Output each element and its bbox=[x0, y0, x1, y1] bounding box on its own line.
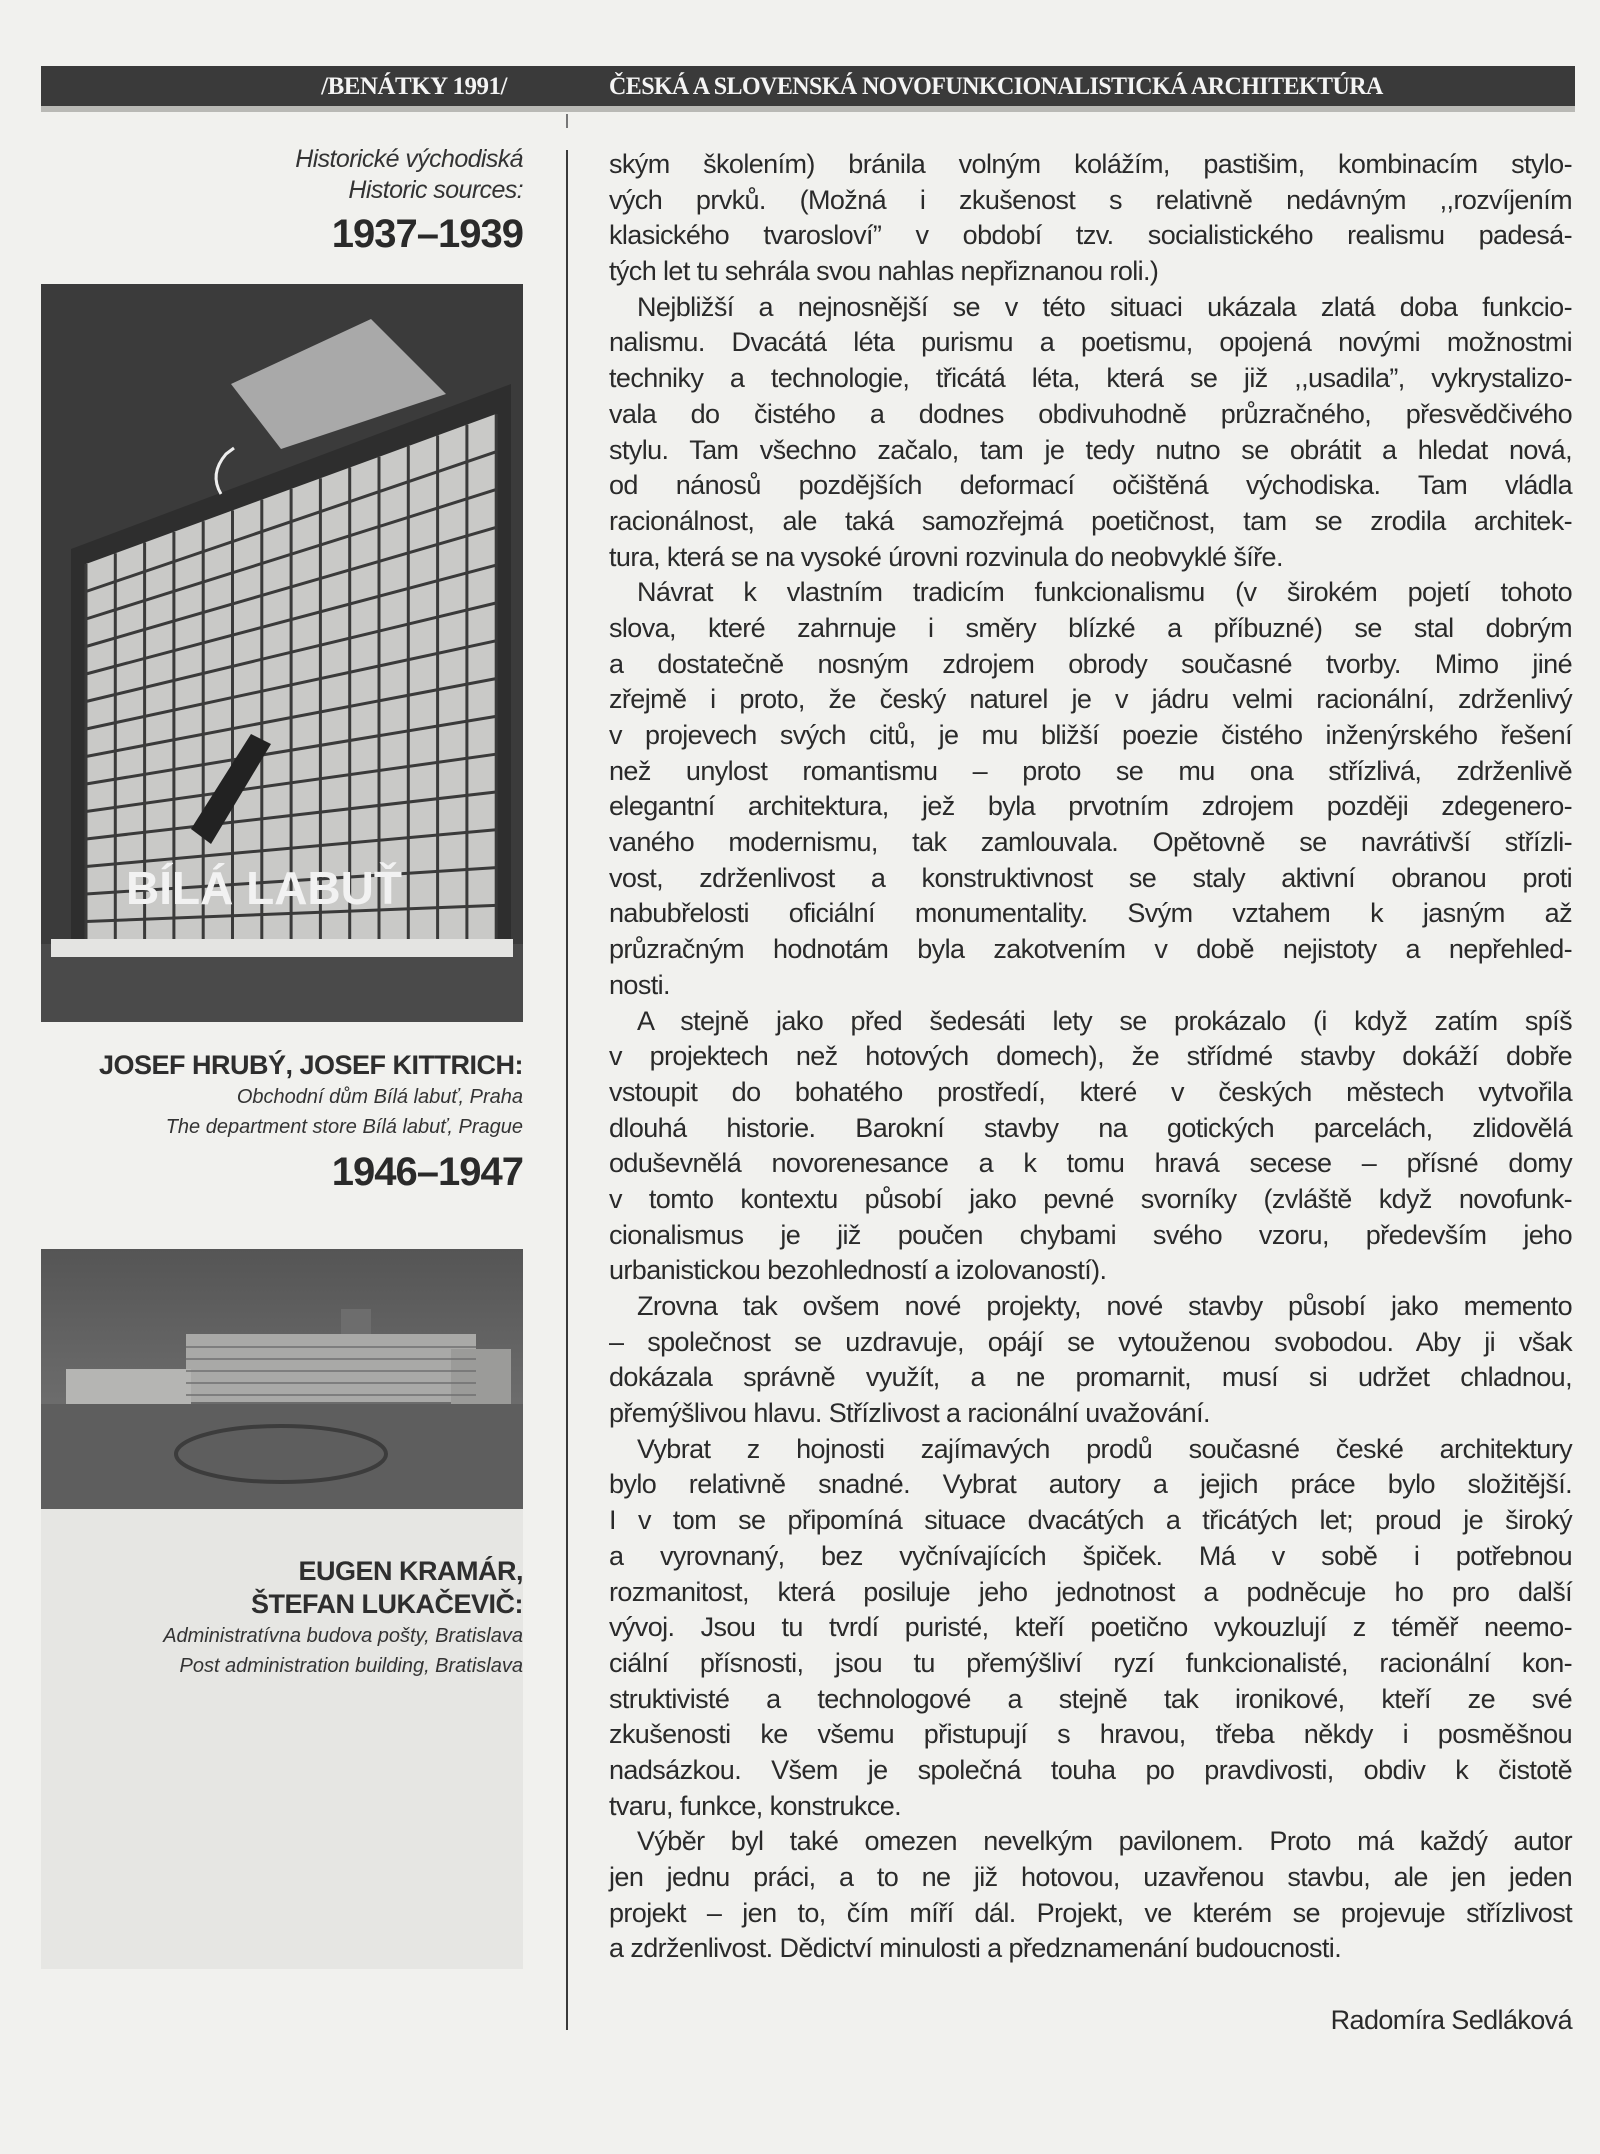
header-title: ČESKÁ A SLOVENSKÁ NOVOFUNKCIONALISTICKÁ ARCHITEKTÚRA bbox=[609, 73, 1383, 100]
article-paragraph bbox=[609, 147, 1572, 290]
text-line: Výběr byl také omezen nevelkým pavilonem. Proto má každý autor bbox=[637, 1826, 1572, 1857]
text-line: nalismu. Dvacátá léta purismu a poetismu, opojená novými možnostmi bbox=[609, 327, 1572, 358]
text-line: – společnost se uzdravuje, opájí se vytouženou svobodou. Aby ji však bbox=[609, 1326, 1572, 1357]
photo-post-building bbox=[41, 1249, 523, 1509]
text-line: v projektech než hotových domech), že střídmé stavby dokáží dobře bbox=[609, 1041, 1572, 1072]
article-body bbox=[609, 147, 1572, 1967]
text-line: a vyrovnaný, bez vyčnívajících špiček. Má v sobě i potřebnou bbox=[609, 1540, 1572, 1571]
text-line: cionalismus je již poučen chybami svého vzoru, především jeho bbox=[609, 1219, 1572, 1250]
text-line: vala do čistého a dodnes obdivuhodně průzračného, přesvědčivého bbox=[609, 398, 1572, 429]
text-line: oduševnělá novorenesance a k tomu hravá secese – přísné domy bbox=[609, 1148, 1572, 1179]
caption-title-en: The department store Bílá labuť, Prague bbox=[165, 1116, 523, 1138]
text-line: I v tom se připomíná situace dvacátých a třicátých let; proud je široký bbox=[609, 1505, 1572, 1536]
text-line: dlouhá historie. Barokní stavby na gotických parcelách, zlidovělá bbox=[609, 1112, 1572, 1143]
text-line: zřejmě i proto, že český naturel je v jádru velmi racionální, zdrženlivý bbox=[609, 684, 1572, 715]
text-line: dokázala správně využít, a ne promarnit, musí si udržet chladnou, bbox=[609, 1362, 1572, 1393]
entry-years: 1937–1939 bbox=[331, 212, 523, 256]
text-line: a zdrženlivost. Dědictví minulosti a předznamenání budoucnosti. bbox=[609, 1933, 1342, 1964]
text-line: jen jednu práci, a to ne již hotovou, uzavřenou stavbu, ale jen jeden bbox=[609, 1862, 1572, 1892]
text-line: ským školením) bránila volným kolážím, pastišim, kombinacím stylo- bbox=[609, 149, 1572, 179]
section-label-cz: Historické východiská bbox=[295, 145, 523, 173]
article-paragraph bbox=[609, 1432, 1572, 1825]
text-line: v tomto kontextu působí jako pevné svorníky (zvláště když novofunk- bbox=[609, 1183, 1572, 1214]
text-line: vost, zdrženlivost a konstruktivnost se staly aktivní obranou proti bbox=[609, 862, 1572, 893]
text-line: Návrat k vlastním tradicím funkcionalismu (v širokém pojetí tohoto bbox=[637, 577, 1572, 608]
text-line: racionálnost, ale taká samozřejmá poetičnost, tam se zrodila architek- bbox=[609, 505, 1572, 536]
text-line: vých prvků. (Možná i zkušenost s relativně nedávným ,,rozvíjením bbox=[609, 184, 1572, 215]
text-line: a dostatečně nosným zdrojem obrody současné tvorby. Mimo jiné bbox=[609, 648, 1572, 679]
section-label-en: Historic sources: bbox=[348, 176, 523, 204]
article-paragraph bbox=[609, 290, 1572, 576]
column-divider-mark bbox=[566, 114, 568, 128]
text-line: techniky a technologie, třicátá léta, která se již ,,usadila”, vykrystalizo- bbox=[609, 363, 1572, 394]
text-line: vývoj. Jsou tu tvrdí puristé, kteří poetično vykouzlují z téměř neemo- bbox=[609, 1612, 1572, 1643]
text-line: tvaru, funkce, konstrukce. bbox=[609, 1790, 902, 1821]
caption-author-2: ŠTEFAN LUKAČEVIČ: bbox=[250, 1589, 523, 1619]
text-line: nabubřelosti oficiální monumentality. Svým vztahem k jasným až bbox=[609, 898, 1572, 929]
text-line: nadsázkou. Všem je společná touha po pravdivosti, obdiv k čistotě bbox=[609, 1754, 1572, 1785]
article-paragraph bbox=[609, 575, 1572, 1003]
article-paragraph bbox=[609, 1824, 1572, 1967]
text-line: bylo relativně snadné. Vybrat autory a jejich práce bylo složitější. bbox=[609, 1469, 1572, 1500]
text-line: průzračným hodnotám byla zakotvením v době nejistoty a nepřehled- bbox=[609, 934, 1572, 965]
text-line: elegantní architektura, jež byla prvotním zdrojem později zdegenero- bbox=[609, 791, 1572, 822]
text-line: stylu. Tam všechno začalo, tam je tedy nutno se obrátit a hledat nová, bbox=[609, 434, 1572, 465]
text-line: klasického tvarosloví” v období tzv. socialistického realismu padesá- bbox=[609, 220, 1572, 251]
running-header bbox=[41, 66, 1575, 112]
caption-title-en: Post administration building, Bratislava bbox=[179, 1655, 523, 1677]
text-line: zkušenosti ke všemu přistupují s hravou, třeba někdy i posměšnou bbox=[609, 1719, 1572, 1750]
caption-1 bbox=[41, 1049, 523, 1195]
text-line: slova, které zahrnuje i směry blízké a příbuzné) se stal dobrým bbox=[609, 612, 1572, 643]
text-line: tých let tu sehrála svou nahlas nepřiznanou roli.) bbox=[609, 256, 1159, 287]
entry-years: 1946–1947 bbox=[331, 1150, 523, 1194]
text-line: vaného modernismu, tak zamlouvala. Opětovně se navrátivší střízli- bbox=[609, 827, 1572, 858]
text-line: Vybrat z hojnosti zajímavých prodů současné české architektury bbox=[637, 1433, 1572, 1464]
text-line: než unylost romantismu – proto se mu ona střízlivá, zdrženlivě bbox=[609, 755, 1572, 786]
photo-bila-labut bbox=[41, 284, 523, 1022]
caption-authors: JOSEF HRUBÝ, JOSEF KITTRICH: bbox=[98, 1050, 523, 1080]
text-line: přemýšlivou hlavu. Střízlivost a racionální uvažování. bbox=[609, 1398, 1210, 1429]
text-line: urbanistickou bezohledností a izolovaností). bbox=[609, 1255, 1107, 1286]
text-line: od nánosů pozdějších deformací očištěná východiska. Tam vládla bbox=[609, 470, 1572, 501]
header-venue: /BENÁTKY 1991/ bbox=[321, 73, 507, 100]
caption-title-cz: Administratívna budova pošty, Bratislava bbox=[163, 1625, 523, 1647]
column-divider bbox=[566, 150, 568, 2030]
article-paragraph bbox=[609, 1289, 1572, 1432]
caption-title-cz: Obchodní dům Bílá labuť, Praha bbox=[236, 1086, 523, 1108]
text-line: v projevech svých citů, je mu bližší poezie čistého inženýrského řešení bbox=[609, 720, 1572, 750]
text-line: struktivisté a technologové a stejně tak ironikové, kteří ze své bbox=[609, 1683, 1572, 1714]
sidebar-heading bbox=[41, 144, 523, 257]
text-line: vstoupit do bohatého prostředí, které v českých městech vytvořila bbox=[609, 1076, 1572, 1107]
text-line: A stejně jako před šedesáti lety se prokázalo (i když zatím spíš bbox=[637, 1005, 1572, 1036]
article-signature: Radomíra Sedláková bbox=[1330, 2005, 1572, 2035]
caption-author-1: EUGEN KRAMÁR, bbox=[298, 1556, 523, 1586]
text-line: tura, která se na vysoké úrovni rozvinula do neobvyklé šíře. bbox=[609, 541, 1283, 572]
text-line: ciální přísnosti, jsou tu přemýšliví ryzí funkcionalisté, racionální kon- bbox=[609, 1647, 1572, 1678]
text-line: nosti. bbox=[609, 969, 670, 1000]
article-paragraph bbox=[609, 1004, 1572, 1290]
photo-sign-text: BÍLÁ LABUŤ bbox=[126, 862, 402, 914]
text-line: Zrovna tak ovšem nové projekty, nové stavby působí jako memento bbox=[637, 1291, 1572, 1321]
text-line: Nejbližší a nejnosnější se v této situaci ukázala zlatá doba funkcio- bbox=[637, 291, 1572, 322]
text-line: rozmanitost, která posiluje jeho jednotnost a podněcuje ho pro další bbox=[609, 1576, 1572, 1607]
text-line: projekt – jen to, čím míří dál. Projekt, ve kterém se projevuje střízlivost bbox=[609, 1897, 1572, 1928]
caption-2 bbox=[41, 1555, 523, 1681]
